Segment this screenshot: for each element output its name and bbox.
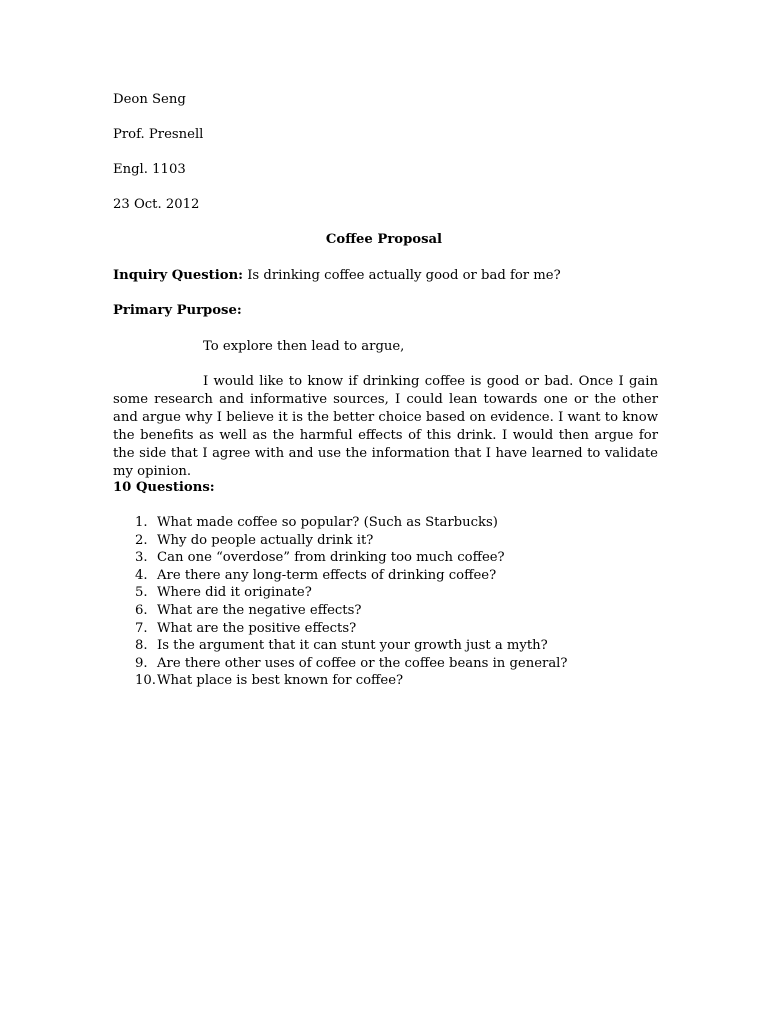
purpose-paragraph bbox=[113, 373, 658, 481]
inquiry-question-text: Is drinking coffee actually good or bad for me? bbox=[243, 268, 561, 283]
question-text: Are there any long-term effects of drinking coffee? bbox=[157, 567, 497, 583]
inquiry-question bbox=[113, 268, 561, 283]
question-text: What are the positive effects? bbox=[157, 620, 357, 636]
author-name: Deon Seng bbox=[113, 92, 186, 107]
question-number: 8. bbox=[135, 638, 148, 654]
question-item bbox=[135, 585, 312, 600]
question-number: 9. bbox=[135, 655, 148, 671]
professor-name: Prof. Presnell bbox=[113, 127, 204, 142]
question-item bbox=[135, 603, 361, 618]
document-title: Coffee Proposal bbox=[325, 232, 443, 247]
question-number: 3. bbox=[135, 550, 148, 566]
purpose-line: To explore then lead to argue, bbox=[203, 339, 405, 354]
question-text: Is the argument that it can stunt your growth just a myth? bbox=[157, 638, 548, 654]
question-item bbox=[135, 673, 403, 688]
question-text: Are there other uses of coffee or the coffee beans in general? bbox=[157, 655, 568, 671]
questions-heading: 10 Questions: bbox=[113, 480, 215, 495]
inquiry-question-label: Inquiry Question: bbox=[113, 268, 244, 283]
question-number: 10. bbox=[135, 673, 156, 689]
primary-purpose-label: Primary Purpose: bbox=[113, 303, 242, 318]
purpose-paragraph-text: I would like to know if drinking coffee is good or bad. Once I gain some research and informative sources, I could lean towards one or the other and argue why I believe it is the better choice based on evidence. I want to know the benefits as well as the harmful effects of this drink. I would then argue for the side that I agree with and use the information that I have learned to validate my opinion. bbox=[113, 374, 658, 479]
question-number: 7. bbox=[135, 620, 148, 636]
question-item bbox=[135, 656, 567, 671]
question-item bbox=[135, 533, 373, 548]
question-text: Where did it originate? bbox=[157, 585, 312, 601]
question-number: 5. bbox=[135, 585, 148, 601]
question-item bbox=[135, 568, 496, 583]
question-text: What place is best known for coffee? bbox=[157, 673, 404, 689]
course-code: Engl. 1103 bbox=[113, 162, 186, 177]
question-item bbox=[135, 621, 356, 636]
question-number: 2. bbox=[135, 532, 148, 548]
question-item bbox=[135, 550, 505, 565]
question-item bbox=[135, 638, 548, 653]
date: 23 Oct. 2012 bbox=[113, 197, 200, 212]
question-number: 6. bbox=[135, 603, 148, 618]
question-number: 1. bbox=[135, 515, 148, 530]
question-number: 4. bbox=[135, 567, 148, 583]
question-text: What are the negative effects? bbox=[157, 603, 362, 618]
question-text: Can one “overdose” from drinking too much coffee? bbox=[157, 550, 505, 566]
question-text: What made coffee so popular? (Such as Starbucks) bbox=[157, 515, 498, 530]
question-item bbox=[135, 515, 498, 530]
question-text: Why do people actually drink it? bbox=[157, 532, 374, 548]
